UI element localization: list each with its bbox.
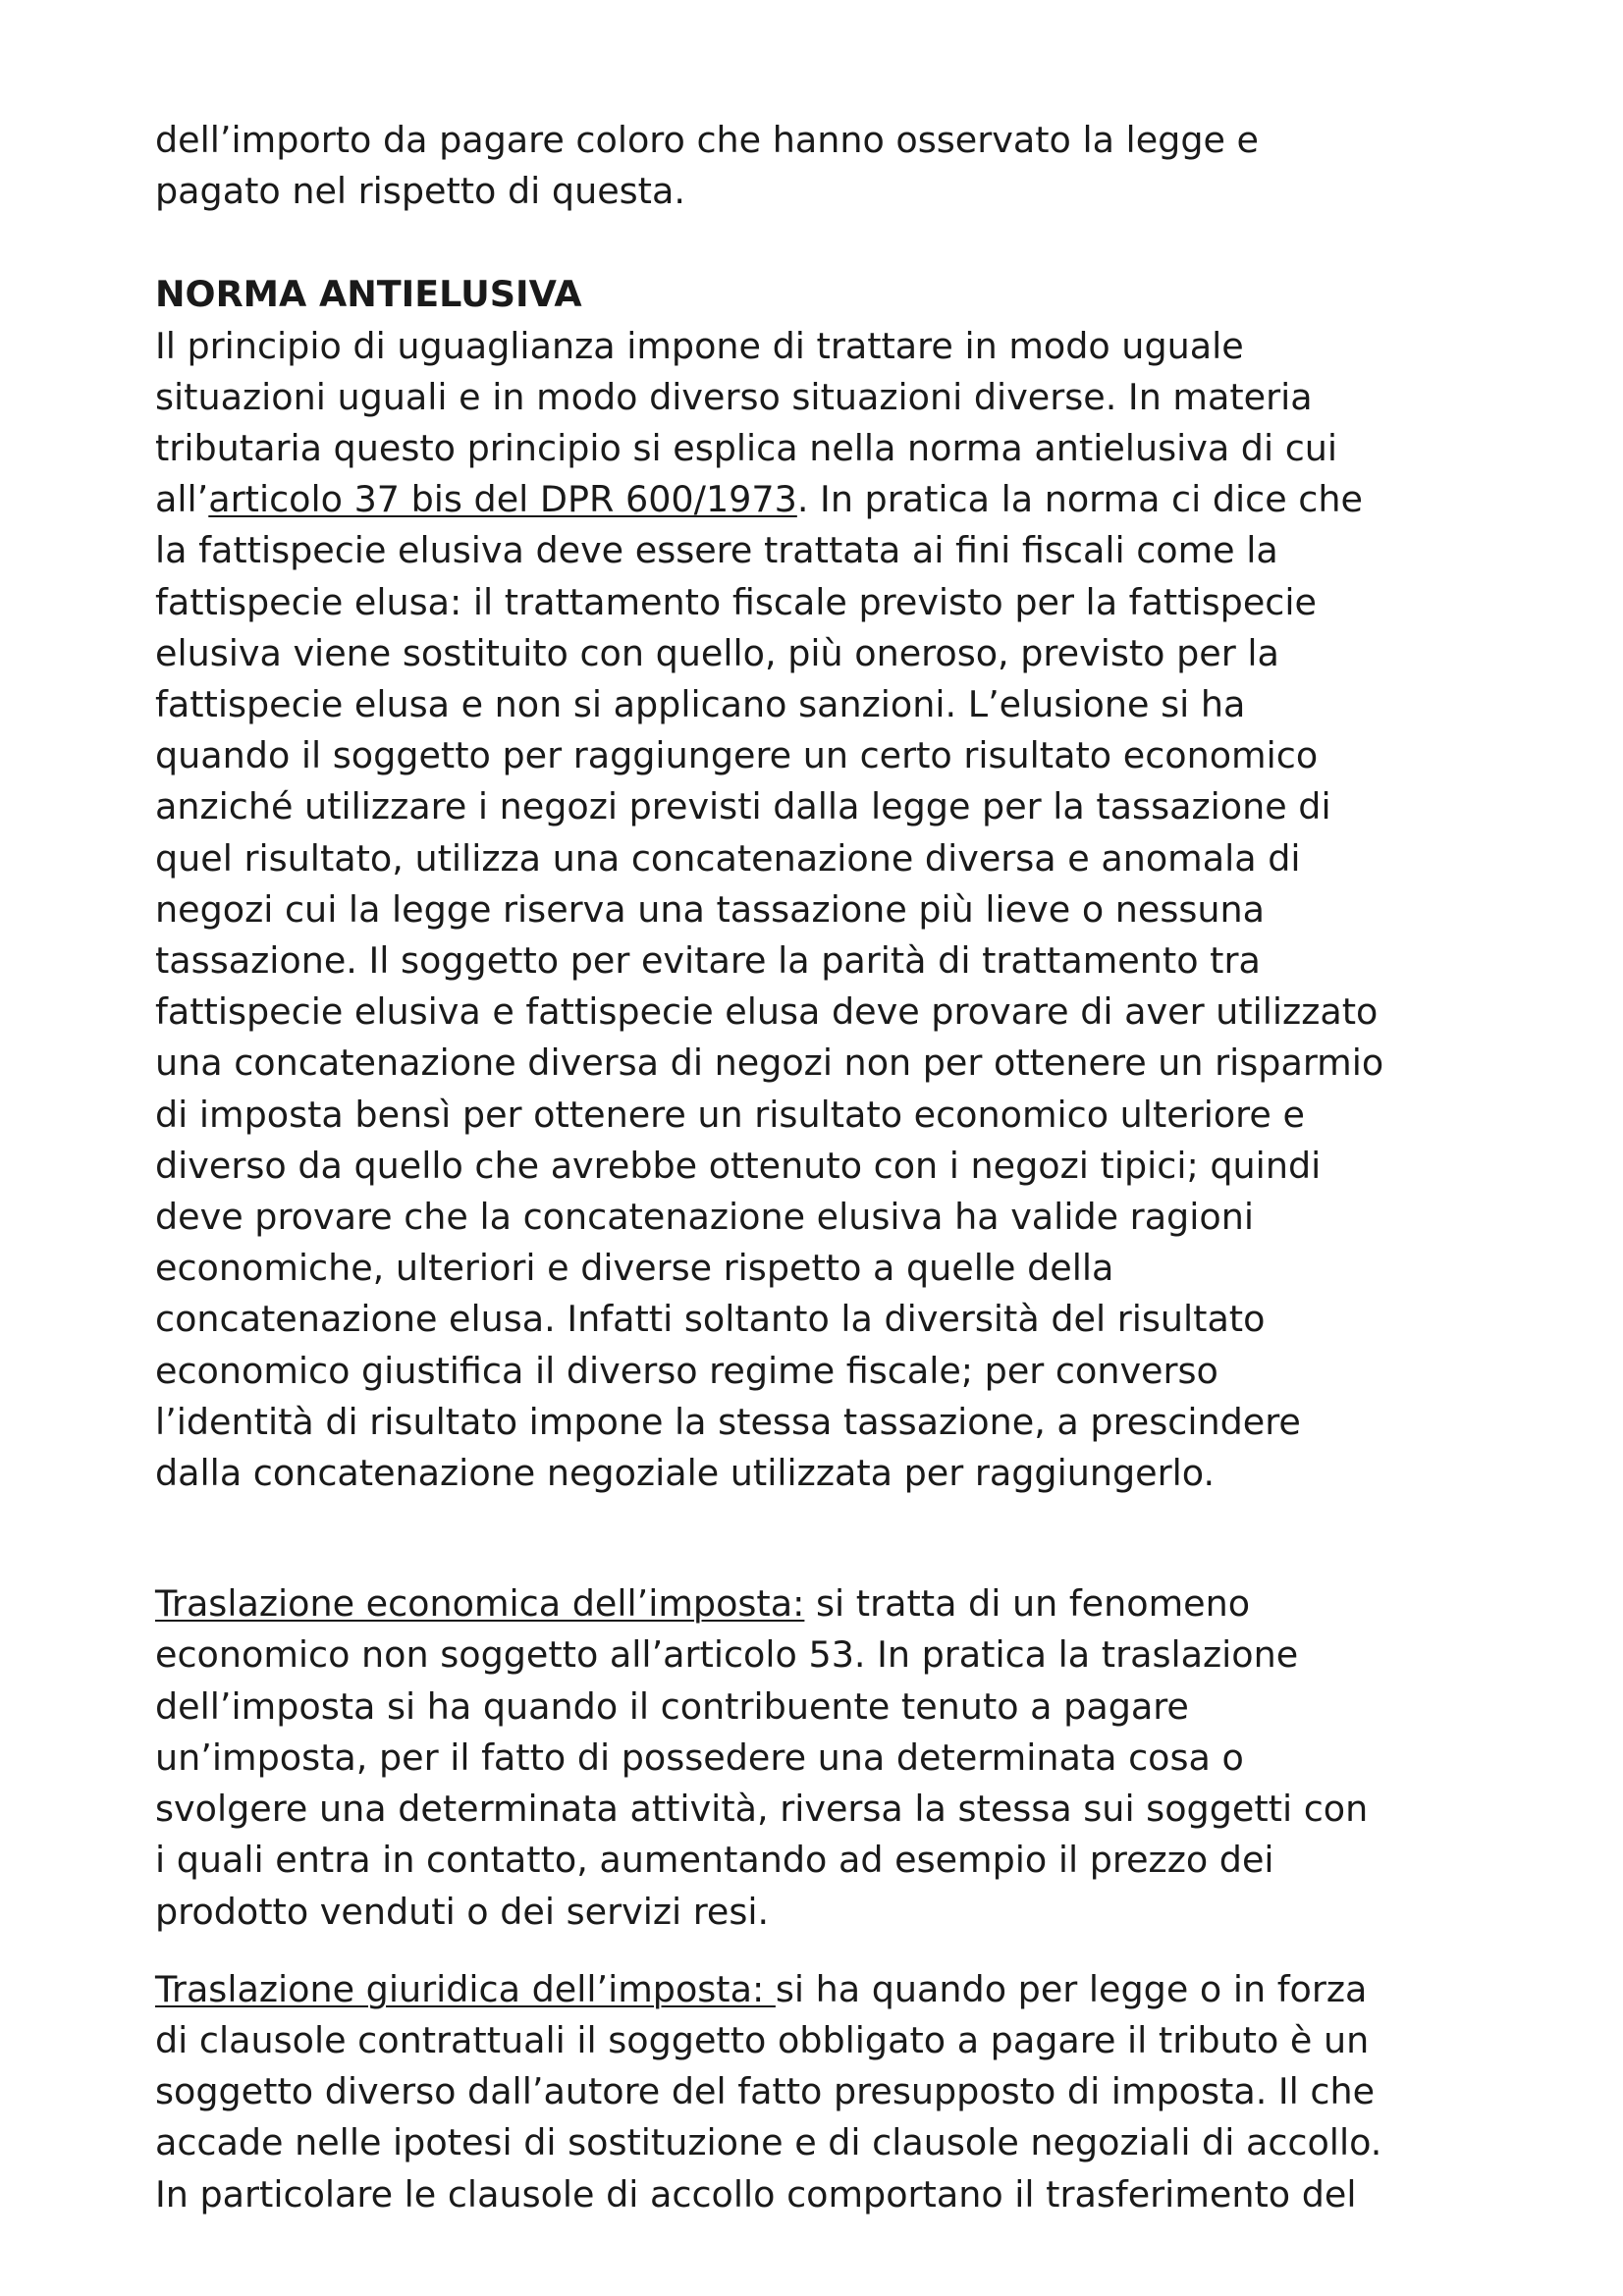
text-fragment: all’ xyxy=(155,478,209,521)
text-line: di clausole contrattuali il soggetto obbligato a pagare il tributo è un xyxy=(155,2018,1370,2061)
document-page xyxy=(155,115,1530,2220)
text-line: fattispecie elusa e non si applicano sanzioni. L’elusione si ha xyxy=(155,683,1246,726)
traslazione-giuridica-paragraph xyxy=(155,1964,1530,2220)
text-line: fattispecie elusiva e fattispecie elusa deve provare di aver utilizzato xyxy=(155,990,1379,1034)
text-line: dell’importo da pagare coloro che hanno osservato la legge e xyxy=(155,119,1259,161)
text-line: economico giustifica il diverso regime fiscale; per converso xyxy=(155,1349,1218,1392)
text-line: i quali entra in contatto, aumentando ad esempio il prezzo dei xyxy=(155,1839,1274,1882)
text-line: tributaria questo principio si esplica nella norma antielusiva di cui xyxy=(155,427,1338,470)
text-line: quel risultato, utilizza una concatenazione diversa e anomala di xyxy=(155,836,1301,880)
text-line: diverso da quello che avrebbe ottenuto con i negozi tipici; quindi xyxy=(155,1144,1322,1187)
text-line: fattispecie elusa: il trattamento fiscale previsto per la fattispecie xyxy=(155,580,1317,623)
text-line: elusiva viene sostituito con quello, più oneroso, previsto per la xyxy=(155,631,1279,674)
text-line: negozi cui la legge riserva una tassazione più lieve o nessuna xyxy=(155,887,1266,931)
text-line: l’identità di risultato impone la stessa tassazione, a prescindere xyxy=(155,1400,1301,1443)
text-line: accade nelle ipotesi di sostituzione e di clausole negoziali di accollo. xyxy=(155,2121,1382,2164)
section-heading: NORMA ANTIELUSIVA xyxy=(155,273,582,316)
text-line xyxy=(155,1578,1530,1629)
text-line: anziché utilizzare i negozi previsti dalla legge per la tassazione di xyxy=(155,785,1331,828)
text-fragment: si ha quando per legge o in forza xyxy=(775,1967,1368,2010)
text-line: dalla concatenazione negoziale utilizzata per raggiungerlo. xyxy=(155,1452,1216,1495)
text-line: un’imposta, per il fatto di possedere una determinata cosa o xyxy=(155,1735,1244,1779)
text-line: economiche, ulteriori e diverse rispetto a quelle della xyxy=(155,1247,1114,1290)
text-line: quando il soggetto per raggiungere un certo risultato economico xyxy=(155,734,1319,777)
text-line: Il principio di uguaglianza impone di trattare in modo uguale xyxy=(155,324,1244,367)
text-fragment: si tratta di un fenomeno xyxy=(804,1582,1251,1626)
text-line: deve provare che la concatenazione elusiva ha valide ragioni xyxy=(155,1196,1254,1239)
text-line: di imposta bensì per ottenere un risultato economico ulteriore e xyxy=(155,1093,1305,1136)
intro-paragraph xyxy=(155,115,1530,217)
text-line: situazioni uguali e in modo diverso situazioni diverse. In materia xyxy=(155,375,1313,418)
text-line: la fattispecie elusiva deve essere trattata ai fini fiscali come la xyxy=(155,529,1278,572)
text-line: svolgere una determinata attività, riversa la stessa sui soggetti con xyxy=(155,1788,1369,1831)
norma-antielusiva-section xyxy=(155,269,1530,1499)
text-line: pagato nel rispetto di questa. xyxy=(155,170,685,213)
text-line: dell’imposta si ha quando il contribuente tenuto a pagare xyxy=(155,1684,1189,1728)
text-line: In particolare le clausole di accollo comportano il trasferimento del xyxy=(155,2172,1357,2216)
text-line: concatenazione elusa. Infatti soltanto la diversità del risultato xyxy=(155,1298,1266,1341)
text-line: una concatenazione diversa di negozi non per ottenere un risparmio xyxy=(155,1041,1384,1085)
traslazione-economica-paragraph xyxy=(155,1578,1530,1937)
text-line xyxy=(155,474,1530,525)
term-underlined: Traslazione economica dell’imposta: xyxy=(155,1582,805,1626)
text-fragment: . In pratica la norma ci dice che xyxy=(796,478,1363,521)
text-line: prodotto venduti o dei servizi resi. xyxy=(155,1890,770,1933)
text-line: soggetto diverso dall’autore del fatto presupposto di imposta. Il che xyxy=(155,2070,1376,2113)
term-underlined: Traslazione giuridica dell’imposta: xyxy=(155,1967,776,2010)
text-line xyxy=(155,1964,1530,2015)
text-line: tassazione. Il soggetto per evitare la parità di trattamento tra xyxy=(155,939,1261,983)
text-line: economico non soggetto all’articolo 53. In pratica la traslazione xyxy=(155,1633,1299,1677)
article-reference-link[interactable]: articolo 37 bis del DPR 600/1973 xyxy=(208,478,797,521)
